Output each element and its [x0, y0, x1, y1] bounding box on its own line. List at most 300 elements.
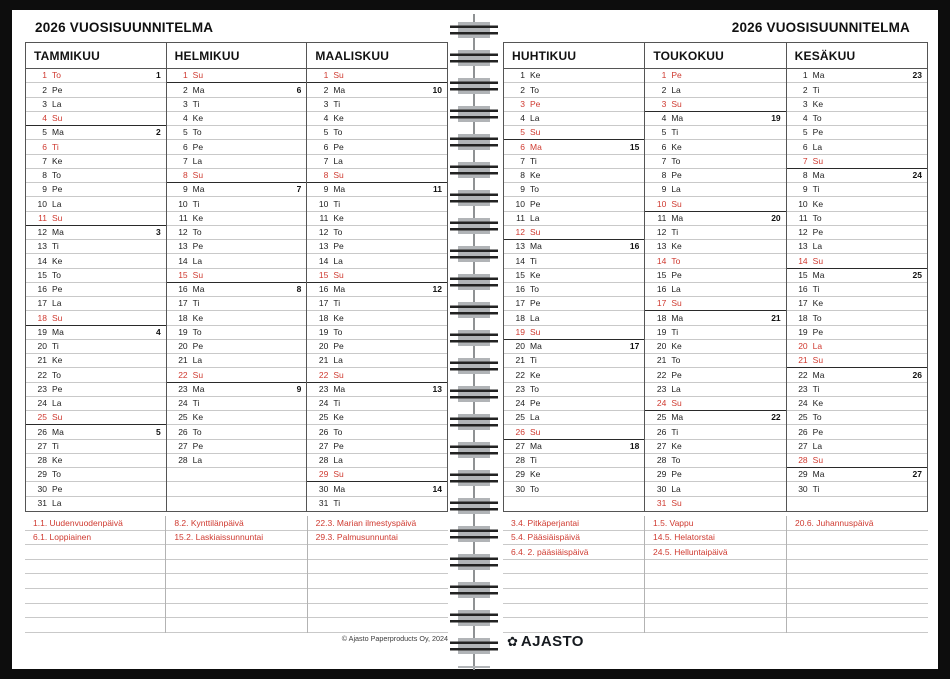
holiday-row [503, 560, 644, 575]
holiday-row [25, 560, 165, 575]
weekday-abbr: Ti [52, 241, 59, 252]
day-number: 21 [515, 355, 525, 366]
weekday-abbr: To [812, 412, 822, 423]
day-row [307, 254, 447, 268]
day-row [307, 497, 447, 511]
holiday-label: 8.2. Kynttilänpäivä [174, 517, 244, 528]
day-number: 4 [802, 113, 808, 124]
day-number: 12 [37, 227, 47, 238]
weekday-abbr: Ti [52, 440, 59, 451]
weekday-abbr: La [530, 113, 540, 124]
weekday-abbr: To [192, 426, 202, 437]
weekday-abbr: To [52, 469, 61, 480]
day-row [307, 169, 447, 183]
day-row [504, 155, 644, 169]
weekday-abbr: Ma [333, 483, 346, 494]
day-number: 6 [182, 141, 188, 152]
weekday-abbr: Ti [192, 198, 200, 209]
day-row [167, 425, 307, 439]
holiday-label: 6.1. Loppiainen [33, 532, 92, 543]
week-number: 3 [155, 227, 161, 238]
day-row [787, 283, 927, 297]
day-row [307, 226, 447, 240]
weekday-abbr: To [530, 184, 539, 195]
left-page [12, 10, 468, 669]
week-number: 16 [629, 241, 640, 252]
weekday-abbr: To [671, 255, 681, 266]
day-number: 2 [661, 84, 667, 95]
day-row [26, 397, 166, 411]
month-column [787, 43, 927, 511]
day-number: 29 [656, 469, 667, 480]
holiday-row [25, 545, 165, 560]
month-column [167, 43, 308, 511]
weekday-abbr: Ke [52, 155, 63, 166]
day-number: 27 [37, 440, 47, 451]
day-row [26, 368, 166, 382]
day-row [307, 354, 447, 368]
day-row [167, 83, 307, 97]
day-row [167, 98, 307, 112]
weekday-abbr: Su [812, 455, 824, 466]
weekday-abbr: La [812, 440, 823, 451]
week-number: 6 [296, 84, 302, 95]
day-row [787, 240, 927, 254]
day-row [26, 83, 166, 97]
month-column [26, 43, 167, 511]
weekday-abbr: La [671, 383, 681, 394]
holiday-row [787, 560, 928, 575]
day-number: 16 [515, 284, 525, 295]
day-row [26, 425, 166, 439]
day-number: 18 [37, 312, 47, 323]
day-number: 31 [318, 498, 329, 509]
day-row [167, 311, 307, 325]
day-number: 18 [178, 312, 188, 323]
day-number: 7 [802, 155, 808, 166]
day-number: 26 [178, 426, 188, 437]
day-number: 15 [798, 269, 808, 280]
holiday-row [166, 516, 306, 531]
week-number: 27 [912, 469, 922, 480]
weekday-abbr: La [52, 198, 62, 209]
weekday-abbr: Su [671, 298, 682, 309]
day-row [307, 440, 447, 454]
day-number: 10 [515, 198, 525, 209]
day-number: 31 [656, 498, 667, 509]
weekday-abbr: Pe [52, 483, 63, 494]
day-number: 7 [323, 155, 329, 166]
holiday-row [166, 545, 306, 560]
weekday-abbr: Su [52, 312, 63, 323]
weekday-abbr: Ke [192, 412, 204, 423]
holiday-column [503, 516, 645, 633]
day-number: 8 [802, 170, 808, 181]
weekday-abbr: Ke [671, 440, 682, 451]
day-number: 21 [318, 355, 329, 366]
week-number: 18 [629, 440, 640, 451]
day-row [787, 411, 927, 425]
month-title: HUHTIKUU [504, 43, 644, 69]
weekday-abbr: La [192, 355, 203, 366]
day-number: 13 [656, 241, 667, 252]
day-row [645, 368, 785, 382]
day-row [167, 169, 307, 183]
day-row [307, 368, 447, 382]
day-row [645, 240, 785, 254]
month-column [307, 43, 447, 511]
weekday-abbr: Su [671, 198, 682, 209]
day-number: 30 [798, 483, 808, 494]
holiday-row [166, 604, 306, 619]
day-number: 18 [515, 312, 525, 323]
weekday-abbr: To [333, 426, 343, 437]
weekday-abbr: Su [812, 255, 824, 266]
day-row [26, 326, 166, 340]
page-title-right: 2026 VUOSISUUNNITELMA [731, 20, 910, 35]
weekday-abbr: Pe [671, 269, 682, 280]
day-row [26, 226, 166, 240]
holiday-label: 15.2. Laskiaissunnuntai [174, 532, 264, 543]
weekday-abbr: Pe [671, 369, 682, 380]
week-number: 10 [432, 84, 443, 95]
weekday-abbr: Ke [530, 269, 541, 280]
weekday-abbr: Su [52, 113, 63, 124]
day-number: 29 [798, 469, 808, 480]
weekday-abbr: Ti [530, 355, 537, 366]
day-number: 11 [516, 212, 525, 223]
weekday-abbr: Ti [812, 383, 820, 394]
day-row [645, 197, 785, 211]
day-number: 15 [318, 269, 329, 280]
day-row [167, 383, 307, 397]
day-row [26, 297, 166, 311]
day-row [787, 69, 927, 83]
week-number: 26 [912, 369, 922, 380]
day-number: 10 [178, 198, 188, 209]
day-row [787, 454, 927, 468]
weekday-abbr: Ke [192, 113, 204, 124]
weekday-abbr: Ke [812, 98, 824, 109]
holiday-row [308, 589, 448, 604]
day-row [645, 126, 785, 140]
day-row [787, 311, 927, 325]
day-row [307, 197, 447, 211]
day-number: 3 [520, 98, 525, 109]
day-row [26, 354, 166, 368]
weekday-abbr: Pe [530, 298, 541, 309]
day-row [167, 155, 307, 169]
holiday-row [645, 574, 786, 589]
month-title: TAMMIKUU [26, 43, 166, 69]
weekday-abbr: Ti [52, 341, 59, 352]
holiday-row [308, 516, 448, 531]
weekday-abbr: Ma [192, 184, 205, 195]
weekday-abbr: La [333, 255, 343, 266]
day-row [787, 169, 927, 183]
weekday-abbr: Ma [530, 440, 542, 451]
weekday-abbr: Ma [52, 326, 64, 337]
day-number: 8 [182, 170, 188, 181]
day-row [645, 411, 785, 425]
day-row [504, 98, 644, 112]
weekday-abbr: Ke [192, 312, 204, 323]
week-number: 9 [296, 383, 302, 394]
day-number: 16 [178, 284, 188, 295]
weekday-abbr: La [52, 298, 62, 309]
weekday-abbr: Su [530, 426, 541, 437]
day-number: 24 [656, 398, 667, 409]
day-number: 23 [515, 383, 525, 394]
day-row [645, 226, 785, 240]
day-number: 8 [42, 170, 47, 181]
day-row [504, 440, 644, 454]
day-number: 28 [515, 455, 525, 466]
day-row [504, 368, 644, 382]
weekday-abbr: Pe [812, 426, 824, 437]
day-row [787, 468, 927, 482]
day-number: 6 [802, 141, 808, 152]
day-row [307, 269, 447, 283]
day-row [787, 297, 927, 311]
day-number: 31 [37, 498, 47, 509]
weekday-abbr: To [812, 212, 822, 223]
day-number: 28 [37, 455, 47, 466]
day-row [504, 226, 644, 240]
holiday-row [503, 516, 644, 531]
week-number: 24 [912, 170, 922, 181]
weekday-abbr: Ke [333, 212, 344, 223]
day-row [26, 197, 166, 211]
weekday-abbr: Pe [530, 198, 541, 209]
day-row [645, 269, 785, 283]
day-number: 7 [661, 155, 667, 166]
weekday-abbr: Pe [52, 84, 63, 95]
weekday-abbr: Ma [671, 312, 684, 323]
day-row [307, 83, 447, 97]
week-number: 13 [432, 383, 443, 394]
holiday-row [166, 574, 306, 589]
day-row [307, 297, 447, 311]
weekday-abbr: Ti [812, 184, 820, 195]
day-number: 18 [656, 312, 667, 323]
weekday-abbr: Ma [192, 84, 205, 95]
day-number: 13 [37, 241, 47, 252]
day-row [504, 254, 644, 268]
day-row [504, 197, 644, 211]
day-row [645, 297, 785, 311]
day-number: 2 [802, 84, 808, 95]
day-row [26, 482, 166, 496]
day-number: 11 [657, 212, 667, 223]
weekday-abbr: Su [671, 98, 682, 109]
day-number: 27 [798, 440, 808, 451]
day-number: 29 [37, 469, 47, 480]
day-row [787, 83, 927, 97]
day-row [787, 197, 927, 211]
holiday-row [787, 516, 928, 531]
day-row [787, 383, 927, 397]
day-number: 14 [798, 255, 808, 266]
holiday-label: 24.5. Helluntaipäivä [653, 546, 728, 557]
day-row [787, 183, 927, 197]
day-number: 1 [520, 70, 525, 81]
day-number: 10 [318, 198, 329, 209]
day-number: 25 [37, 412, 47, 423]
weekday-abbr: To [192, 127, 202, 138]
weekday-abbr: Su [333, 170, 344, 181]
weekday-abbr: Su [530, 127, 541, 138]
day-row [167, 397, 307, 411]
weekday-abbr: Pe [530, 398, 541, 409]
weekday-abbr: Ke [52, 355, 63, 366]
day-number: 5 [802, 127, 808, 138]
day-row [167, 354, 307, 368]
weekday-abbr: Ti [530, 455, 537, 466]
weekday-abbr: To [671, 155, 681, 166]
holiday-label: 20.6. Juhannuspäivä [795, 517, 874, 528]
day-row [787, 155, 927, 169]
holiday-label: 5.4. Pääsiäispäivä [511, 532, 580, 543]
weekday-abbr: To [52, 369, 61, 380]
weekday-abbr: Su [333, 70, 344, 81]
day-number: 15 [178, 269, 188, 280]
day-number: 4 [182, 113, 188, 124]
weekday-abbr: Pe [333, 241, 344, 252]
day-row [307, 468, 447, 482]
day-row [787, 368, 927, 382]
day-number: 23 [798, 383, 808, 394]
day-number: 25 [798, 412, 808, 423]
day-row [504, 269, 644, 283]
day-number: 2 [520, 84, 525, 95]
week-number: 15 [629, 141, 640, 152]
holiday-row [645, 604, 786, 619]
weekday-abbr: Ma [530, 341, 542, 352]
holiday-row [308, 560, 448, 575]
day-row [307, 112, 447, 126]
holiday-label: 6.4. 2. pääsiäispäivä [511, 546, 589, 557]
weekday-abbr: Ti [333, 498, 341, 509]
holiday-label: 1.5. Vappu [653, 517, 694, 528]
day-number: 20 [656, 341, 667, 352]
weekday-abbr: La [333, 355, 343, 366]
week-number: 1 [155, 70, 161, 81]
weekday-abbr: Ti [530, 155, 537, 166]
week-number: 20 [771, 212, 781, 223]
spiral-coils-right-icon [474, 22, 498, 668]
weekday-abbr: Su [530, 227, 541, 238]
weekday-abbr: La [192, 155, 203, 166]
day-number: 8 [323, 170, 329, 181]
holiday-row [308, 618, 448, 633]
weekday-abbr: Pe [812, 326, 824, 337]
holiday-row [645, 618, 786, 633]
day-number: 1 [802, 70, 808, 81]
weekday-abbr: Ti [530, 255, 537, 266]
weekday-abbr: Ma [671, 212, 684, 223]
day-row [26, 383, 166, 397]
day-row [645, 155, 785, 169]
weekday-abbr: Pe [333, 341, 344, 352]
day-number: 3 [802, 98, 808, 109]
day-row [307, 425, 447, 439]
weekday-abbr: Su [192, 70, 204, 81]
weekday-abbr: To [333, 127, 343, 138]
weekday-abbr: Ma [52, 426, 64, 437]
holiday-row [503, 545, 644, 560]
holiday-row [645, 545, 786, 560]
day-number: 28 [798, 455, 808, 466]
weekday-abbr: Ke [192, 212, 204, 223]
weekday-abbr: Pe [671, 469, 682, 480]
weekday-abbr: To [671, 455, 681, 466]
weekday-abbr: To [671, 355, 681, 366]
day-number: 30 [37, 483, 47, 494]
day-row [307, 411, 447, 425]
weekday-abbr: Su [671, 498, 682, 509]
weekday-abbr: Ti [333, 198, 341, 209]
weekday-abbr: Ti [671, 426, 679, 437]
weekday-abbr: Ma [671, 412, 684, 423]
day-row [167, 497, 307, 511]
holiday-row [503, 574, 644, 589]
holiday-row [645, 560, 786, 575]
day-number: 20 [798, 341, 808, 352]
month-title: KESÄKUU [787, 43, 927, 69]
left-months [25, 42, 448, 512]
month-title: TOUKOKUU [645, 43, 785, 69]
week-number: 21 [771, 312, 781, 323]
weekday-abbr: Ma [52, 227, 64, 238]
day-number: 23 [37, 383, 47, 394]
weekday-abbr: Ma [812, 70, 825, 81]
day-number: 6 [42, 141, 47, 152]
day-number: 9 [182, 184, 188, 195]
day-row [504, 126, 644, 140]
day-row [26, 126, 166, 140]
day-row [167, 126, 307, 140]
weekday-abbr: Ti [671, 227, 679, 238]
day-row [26, 112, 166, 126]
day-number: 12 [656, 227, 667, 238]
day-row [645, 383, 785, 397]
day-number: 10 [798, 198, 808, 209]
weekday-abbr: To [530, 483, 539, 494]
flower-logo-icon: ✿ [507, 634, 518, 649]
day-row [307, 454, 447, 468]
day-number: 15 [37, 269, 47, 280]
weekday-abbr: To [530, 284, 539, 295]
day-number: 6 [520, 141, 525, 152]
day-number: 1 [661, 70, 667, 81]
day-row [307, 69, 447, 83]
day-number: 14 [515, 255, 525, 266]
weekday-abbr: Ke [333, 113, 344, 124]
day-number: 23 [178, 383, 188, 394]
day-row [26, 497, 166, 511]
left-holidays [25, 516, 448, 633]
day-row [645, 425, 785, 439]
day-number: 26 [515, 426, 525, 437]
day-row [504, 297, 644, 311]
weekday-abbr: Pe [192, 440, 204, 451]
day-row [26, 440, 166, 454]
weekday-abbr: Ma [671, 113, 684, 124]
day-number: 17 [798, 298, 808, 309]
holiday-row [25, 516, 165, 531]
day-row [645, 283, 785, 297]
